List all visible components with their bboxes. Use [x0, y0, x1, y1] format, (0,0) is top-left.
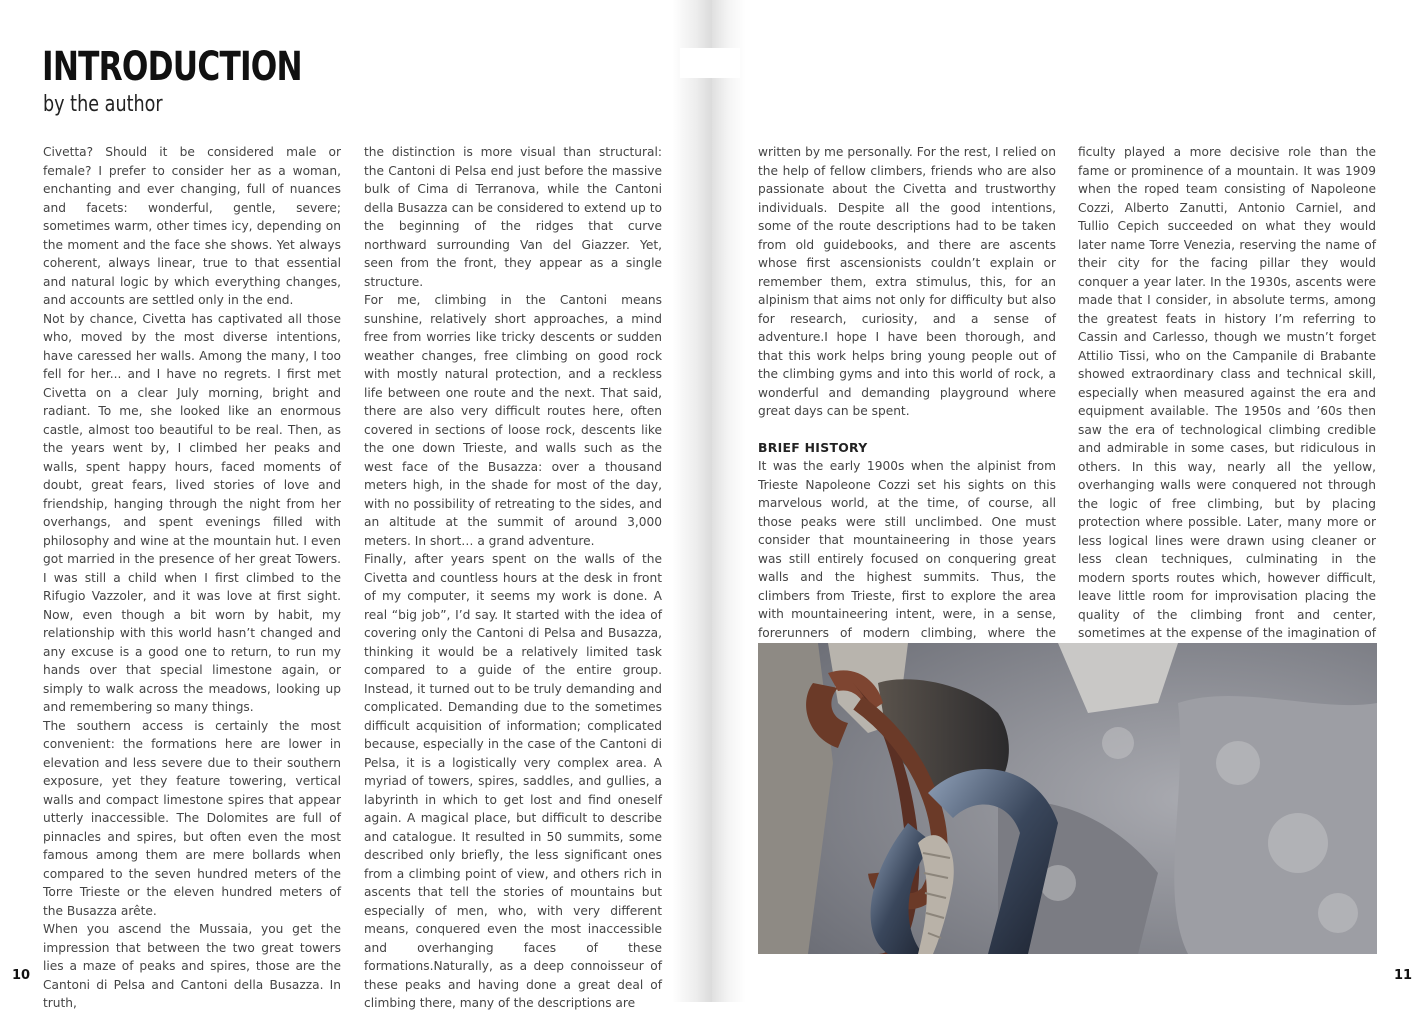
paragraph: the distinction is more visual than structural: the Cantoni di Pelsa end just before the massive bulk of Cima di Terranova, while the Cantoni della Busazza can be considered to extend up to the beginning of the ridges that curve northward surrounding Van del Giazzer. Yet, seen from the front, they appear as a single structure.: [364, 145, 662, 289]
paragraph: It was the early 1900s when the alpinist from Trieste Napoleone Cozzi set his sights on this marvelous world, at the time, of course, all those peaks were still unclimbed. One must consider that mountaineering in those years was still entirely focused on conquering great walls and the highest summits. Thus, the climbers from Trieste, first to explore the area with mountaineering intent, were, in a sense, forerunners of modern climbing, where the: [758, 459, 1056, 640]
paragraph: Civetta? Should it be considered male or female? I prefer to consider her as a woman, enchanting and ever changing, full of nuances and facets: wonderful, gentle, severe; sometimes warm, other times icy, depending on the moment and the face she shows. Yet always coherent, always linear, true to that essential and natural logic by which everything changes, and accounts are settled only in the end.: [43, 145, 341, 307]
paragraph: For me, climbing in the Cantoni means sunshine, relatively short approaches, a mind free from worries like tricky descents or sudden weather changes, free climbing on good rock with mostly natural protection, and a reckless life between one route and the next. That said, there are also very difficult routes here, often covered in sections of loose rock, descents like the one down Trieste, and walls such as the west face of the Busazza: over a thousand meters high, in the shade for most of the day, with no possibility of retreating to the sides, and an altitude at the summit of around 3,000 meters. In short… a grand adventure.: [364, 293, 662, 548]
paragraph: The southern access is certainly the most convenient: the formations here are lower in elevation and less severe due to their southern exposure, yet they feature towering, vertical walls and compact limestone spires that appear utterly inaccessible. The Dolomites are full of pinnacles and spires, but often even the most famous among them are mere bollards when compared to the seven hundred meters of the Torre Trieste or the eleven hundred meters of the Busazza arête.: [43, 718, 341, 918]
page-number-right: 11: [1394, 968, 1413, 983]
paragraph: ficulty played a more decisive role than the fame or prominence of a mountain. It was 1909 when the roped team consisting of Napoleone Cozzi, Alberto Zanutti, Antonio Carniel, and Tullio Cepich succeeded on what they would later name Torre Venezia, reserving the name of their city for the facing pillar they would conquer a year later. In the 1930s, ascents were made that I consider, in absolute terms, among the greatest feats in history I’m referring to Cassin and Carlesso, though we mustn’t forget Attilio Tissi, who on the Campanile di Brabante showed extraordinary class and technical skill, especially when measured against the era and equipment available. The 1950s and ’60s then saw the era of technological climbing credible and admirable in some cases, but ridiculous in others. In this way, nearly all the yellow, overhanging walls were conquered not through the logic of free climbing, but by placing protection where possible. Later, many more or less logical lines were drawn using cleaner or less clean techniques, culminating in the modern sports routes which, however difficult, leave little room for improvisation placing the quality of the climbing front and center, sometimes at the expense of the imagination of: [1078, 145, 1376, 640]
paragraph: written by me personally. For the rest, I relied on the help of fellow climbers, friends who are also passionate about the Civetta and trustworthy individuals. Despite all the good intentions, some of the route descriptions had to be taken from old guidebooks, and there are ascents whose first ascensionists couldn’t explain or remember them, extra stimulus, this, for an alpinism that aims not only for difficulty but also for research, curiosity, and a sense of adventure.I hope I have been thorough, and that this work helps bring young people out of the climbing gyms and into this world of rock, a wonderful and demanding playground where great days can be spent.: [758, 145, 1056, 418]
rusty-piton-carabiner-photo-icon: [758, 643, 1377, 954]
paragraph: Finally, after years spent on the walls of the Civetta and countless hours at the desk in front of my computer, it seems my work is done. A real “big job”, I’d say. It started with the idea of covering only the Cantoni di Pelsa and Busazza, thinking it would be a relatively limited task compared to a guide of the entire group. Instead, it turned out to be truly demanding and complicated. Demanding due to the sometimes difficult acquisition of information; complicated because, especially in the case of the Cantoni di Pelsa, it is a logistically very complex area. A myriad of towers, spires, saddles, and gullies, a labyrinth in which to get lost and find oneself again. A magical place, but difficult to describe and catalogue. It resulted in 50 summits, some described only briefly, the less significant ones from a climbing point of view, and others rich in ascents that tell the stories of mountains but especially of men, who, with very different means, conquered even the most inaccessible and overhanging faces of these formations.Naturally, as a deep connoisseur of these peaks and having done a great deal of climbing there, many of the descriptions are: [364, 552, 662, 1010]
paragraph: When you ascend the Mussaia, you get the impression that between the two great towers lies a maze of peaks and spires, those are the Cantoni di Pelsa and Cantoni della Busazza. In truth,: [43, 922, 341, 1010]
gutter-shadow-left: [672, 0, 712, 1002]
page-number-left: 10: [12, 968, 31, 983]
paragraph: Not by chance, Civetta has captivated all those who, moved by the most diverse intentions, have caressed her walls. Among the many, I too fell for her... and I have no regrets. I first met Civetta on a clear July morning, bright and radiant. To me, she looked like an enormous castle, almost too beautiful to be real. Then, as the years went by, I climbed her peaks and walls, spent happy hours, faced moments of doubt, great fears, lived stories of love and friendship, hanging through the night from her overhangs, and spent evenings filled with philosophy and wine at the mountain hut. I even got married in the presence of her great Towers. I was still a child when I first climbed to the Rifugio Vazzoler, and it was love at first sight. Now, even though a bit worn by habit, my relationship with this world hasn’t changed and any excuse is a good one to return, to run my hands over that special limestone again, or simply to walk across the meadows, looking up and remembering so many things.: [43, 311, 341, 714]
text-column-3: [758, 143, 1056, 661]
climbing-gear-photo: [758, 643, 1377, 954]
section-heading-brief-history: BRIEF HISTORY: [758, 439, 868, 455]
page-title: INTRODUCTION: [42, 44, 302, 90]
gutter-notch: [680, 48, 740, 78]
text-column-1: [43, 143, 341, 1013]
page-subtitle: by the author: [43, 92, 163, 117]
gutter-shadow-right: [712, 0, 746, 1002]
text-column-2: [364, 143, 662, 1013]
text-column-4: [1078, 143, 1376, 661]
